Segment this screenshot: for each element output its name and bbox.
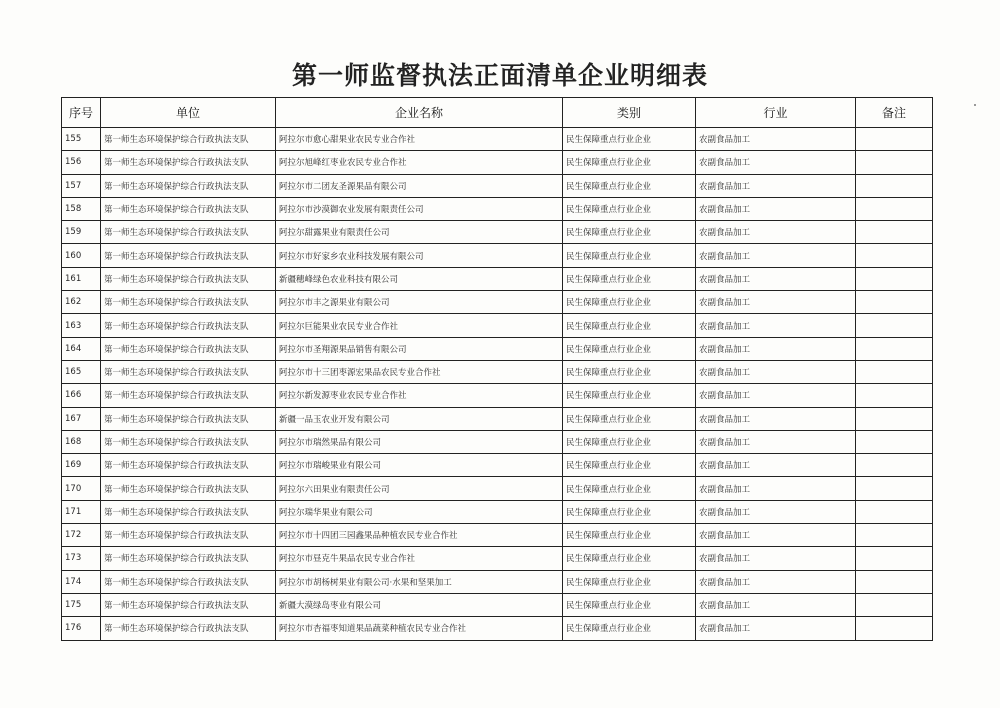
cell-no: 159 [62,221,101,244]
cell-no: 171 [62,500,101,523]
table-row [62,384,933,407]
cell-unit: 第一师生态环境保护综合行政执法支队 [101,174,276,197]
table-header-row [62,98,933,128]
cell-no: 162 [62,291,101,314]
cell-company: 阿拉尔市十四团三园鑫果品种植农民专业合作社 [276,524,563,547]
cell-company: 新疆一品玉农业开发有限公司 [276,407,563,430]
cell-category: 民生保障重点行业企业 [563,454,696,477]
cell-no: 166 [62,384,101,407]
cell-category: 民生保障重点行业企业 [563,593,696,616]
cell-remarks [856,151,933,174]
cell-remarks [856,384,933,407]
cell-category: 民生保障重点行业企业 [563,291,696,314]
header-category: 类别 [563,98,696,128]
cell-company: 阿拉尔市杏福枣知道果品蔬菜种植农民专业合作社 [276,617,563,640]
table-row [62,337,933,360]
cell-no: 176 [62,617,101,640]
cell-unit: 第一师生态环境保护综合行政执法支队 [101,524,276,547]
cell-industry: 农副食品加工 [696,360,856,383]
cell-no: 158 [62,197,101,220]
cell-no: 174 [62,570,101,593]
cell-unit: 第一师生态环境保护综合行政执法支队 [101,360,276,383]
cell-unit: 第一师生态环境保护综合行政执法支队 [101,500,276,523]
cell-unit: 第一师生态环境保护综合行政执法支队 [101,314,276,337]
cell-category: 民生保障重点行业企业 [563,267,696,290]
cell-industry: 农副食品加工 [696,617,856,640]
cell-no: 164 [62,337,101,360]
cell-industry: 农副食品加工 [696,477,856,500]
cell-category: 民生保障重点行业企业 [563,524,696,547]
cell-category: 民生保障重点行业企业 [563,547,696,570]
cell-category: 民生保障重点行业企业 [563,128,696,151]
cell-category: 民生保障重点行业企业 [563,337,696,360]
cell-company: 阿拉尔市丰之源果业有限公司 [276,291,563,314]
cell-industry: 农副食品加工 [696,570,856,593]
cell-company: 阿拉尔市沙漠御农业发展有限责任公司 [276,197,563,220]
cell-industry: 农副食品加工 [696,430,856,453]
cell-industry: 农副食品加工 [696,454,856,477]
cell-remarks [856,174,933,197]
cell-no: 161 [62,267,101,290]
cell-company: 阿拉尔市胡杨树果业有限公司·水果和坚果加工 [276,570,563,593]
cell-company: 阿拉尔巨能果业农民专业合作社 [276,314,563,337]
cell-category: 民生保障重点行业企业 [563,430,696,453]
cell-remarks [856,430,933,453]
cell-remarks [856,360,933,383]
table-row [62,407,933,430]
cell-unit: 第一师生态环境保护综合行政执法支队 [101,617,276,640]
cell-industry: 农副食品加工 [696,291,856,314]
cell-industry: 农副食品加工 [696,384,856,407]
cell-category: 民生保障重点行业企业 [563,570,696,593]
cell-no: 160 [62,244,101,267]
cell-industry: 农副食品加工 [696,407,856,430]
cell-unit: 第一师生态环境保护综合行政执法支队 [101,593,276,616]
cell-unit: 第一师生态环境保护综合行政执法支队 [101,221,276,244]
cell-category: 民生保障重点行业企业 [563,197,696,220]
cell-unit: 第一师生态环境保护综合行政执法支队 [101,477,276,500]
cell-no: 156 [62,151,101,174]
cell-no: 173 [62,547,101,570]
cell-remarks [856,197,933,220]
cell-category: 民生保障重点行业企业 [563,244,696,267]
cell-remarks [856,593,933,616]
cell-industry: 农副食品加工 [696,314,856,337]
scan-edge-mark [974,104,976,106]
table-row [62,500,933,523]
enterprise-detail-table [61,97,933,641]
cell-category: 民生保障重点行业企业 [563,360,696,383]
cell-industry: 农副食品加工 [696,547,856,570]
cell-no: 167 [62,407,101,430]
cell-company: 阿拉尔市圣翔源果品销售有限公司 [276,337,563,360]
cell-company: 新疆大漠绿岛枣业有限公司 [276,593,563,616]
cell-no: 168 [62,430,101,453]
cell-industry: 农副食品加工 [696,524,856,547]
cell-remarks [856,547,933,570]
table-row [62,267,933,290]
cell-remarks [856,524,933,547]
cell-category: 民生保障重点行业企业 [563,314,696,337]
cell-unit: 第一师生态环境保护综合行政执法支队 [101,430,276,453]
cell-remarks [856,477,933,500]
cell-industry: 农副食品加工 [696,221,856,244]
cell-industry: 农副食品加工 [696,151,856,174]
cell-company: 阿拉尔旭峰红枣业农民专业合作社 [276,151,563,174]
cell-company: 阿拉尔新发源枣业农民专业合作社 [276,384,563,407]
cell-unit: 第一师生态环境保护综合行政执法支队 [101,197,276,220]
cell-company: 阿拉尔市二团友圣源果品有限公司 [276,174,563,197]
cell-category: 民生保障重点行业企业 [563,174,696,197]
header-industry: 行业 [696,98,856,128]
cell-remarks [856,454,933,477]
cell-category: 民生保障重点行业企业 [563,500,696,523]
cell-remarks [856,244,933,267]
cell-remarks [856,128,933,151]
table-row [62,547,933,570]
header-unit: 单位 [101,98,276,128]
cell-unit: 第一师生态环境保护综合行政执法支队 [101,151,276,174]
cell-unit: 第一师生态环境保护综合行政执法支队 [101,454,276,477]
cell-unit: 第一师生态环境保护综合行政执法支队 [101,291,276,314]
cell-unit: 第一师生态环境保护综合行政执法支队 [101,570,276,593]
cell-company: 新疆穗峰绿色农业科技有限公司 [276,267,563,290]
cell-industry: 农副食品加工 [696,500,856,523]
cell-unit: 第一师生态环境保护综合行政执法支队 [101,267,276,290]
cell-remarks [856,407,933,430]
header-company: 企业名称 [276,98,563,128]
cell-unit: 第一师生态环境保护综合行政执法支队 [101,384,276,407]
cell-no: 175 [62,593,101,616]
table-row [62,524,933,547]
cell-remarks [856,617,933,640]
cell-company: 阿拉尔六田果业有限责任公司 [276,477,563,500]
cell-unit: 第一师生态环境保护综合行政执法支队 [101,128,276,151]
cell-no: 163 [62,314,101,337]
cell-unit: 第一师生态环境保护综合行政执法支队 [101,244,276,267]
table-row [62,174,933,197]
cell-remarks [856,337,933,360]
cell-company: 阿拉尔市十三团枣源宏果品农民专业合作社 [276,360,563,383]
table-row [62,454,933,477]
table-row [62,430,933,453]
cell-category: 民生保障重点行业企业 [563,617,696,640]
cell-no: 157 [62,174,101,197]
table-row [62,617,933,640]
cell-no: 172 [62,524,101,547]
cell-company: 阿拉尔瑞华果业有限公司 [276,500,563,523]
table-row [62,151,933,174]
cell-category: 民生保障重点行业企业 [563,407,696,430]
cell-no: 155 [62,128,101,151]
table-row [62,477,933,500]
cell-unit: 第一师生态环境保护综合行政执法支队 [101,547,276,570]
cell-industry: 农副食品加工 [696,174,856,197]
table-row [62,291,933,314]
cell-company: 阿拉尔市愈心甜果业农民专业合作社 [276,128,563,151]
cell-remarks [856,314,933,337]
table-body [62,128,933,641]
cell-no: 170 [62,477,101,500]
cell-company: 阿拉尔市瑞然果品有限公司 [276,430,563,453]
cell-unit: 第一师生态环境保护综合行政执法支队 [101,337,276,360]
cell-category: 民生保障重点行业企业 [563,151,696,174]
table-row [62,244,933,267]
cell-unit: 第一师生态环境保护综合行政执法支队 [101,407,276,430]
cell-industry: 农副食品加工 [696,197,856,220]
header-no: 序号 [62,98,101,128]
header-remarks: 备注 [856,98,933,128]
table-row [62,197,933,220]
cell-industry: 农副食品加工 [696,244,856,267]
cell-industry: 农副食品加工 [696,267,856,290]
table-row [62,593,933,616]
cell-company: 阿拉尔市好家乡农业科技发展有限公司 [276,244,563,267]
cell-category: 民生保障重点行业企业 [563,221,696,244]
document-title: 第一师监督执法正面清单企业明细表 [291,61,708,90]
cell-company: 阿拉尔市昼克牛果品农民专业合作社 [276,547,563,570]
cell-remarks [856,291,933,314]
table-row [62,360,933,383]
cell-remarks [856,570,933,593]
cell-industry: 农副食品加工 [696,337,856,360]
table-row [62,128,933,151]
cell-industry: 农副食品加工 [696,128,856,151]
cell-category: 民生保障重点行业企业 [563,384,696,407]
cell-company: 阿拉尔甜露果业有限责任公司 [276,221,563,244]
table-row [62,570,933,593]
table-row [62,221,933,244]
cell-company: 阿拉尔市瑞峻果业有限公司 [276,454,563,477]
cell-remarks [856,267,933,290]
cell-remarks [856,500,933,523]
cell-no: 165 [62,360,101,383]
table-row [62,314,933,337]
cell-no: 169 [62,454,101,477]
cell-category: 民生保障重点行业企业 [563,477,696,500]
cell-industry: 农副食品加工 [696,593,856,616]
cell-remarks [856,221,933,244]
